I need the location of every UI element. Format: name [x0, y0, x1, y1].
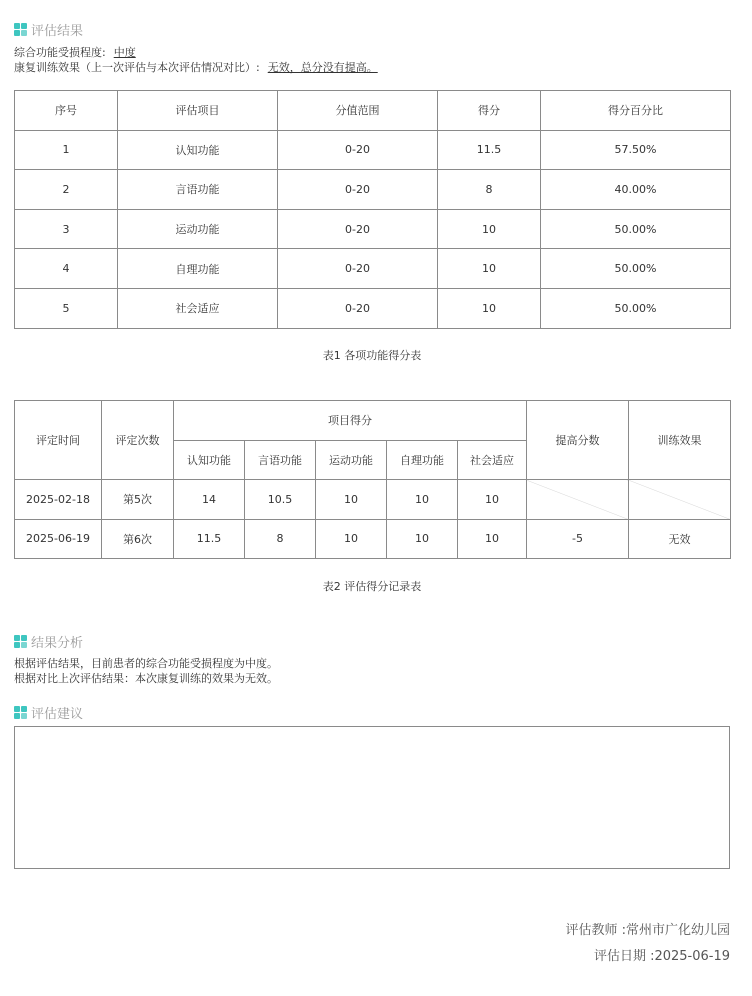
- table-row: [15, 170, 731, 210]
- degree-value: 中度: [113, 46, 136, 59]
- section-heading-analysis: [14, 632, 83, 651]
- table-cell: 第5次: [102, 480, 174, 520]
- header-cell: 得分: [438, 91, 541, 131]
- section-title: 评估结果: [31, 24, 84, 39]
- table-cell: 10: [387, 480, 458, 520]
- table-cell: 10: [438, 249, 541, 289]
- table-cell: 11.5: [174, 519, 245, 559]
- table-cell: 1: [15, 130, 118, 170]
- assessor-line: 评估教师 :常州市广化幼儿园: [565, 923, 730, 938]
- table-cell: 认知功能: [118, 130, 278, 170]
- table-cell: 0-20: [278, 130, 438, 170]
- header-cell: 提高分数: [527, 401, 629, 480]
- grid-icon: [14, 23, 27, 36]
- header-cell: 认知功能: [174, 440, 245, 480]
- table-cell: 第6次: [102, 519, 174, 559]
- degree-label: 综合功能受损程度:: [14, 46, 106, 59]
- table-cell: 运动功能: [118, 209, 278, 249]
- table-cell: 40.00%: [541, 170, 731, 210]
- table-row: [15, 519, 731, 559]
- table-cell: 10: [438, 209, 541, 249]
- table-cell: 10: [458, 519, 527, 559]
- table-cell: -5: [527, 519, 629, 559]
- table2-caption: 表2 评估得分记录表: [322, 580, 422, 593]
- table-cell: 2025-02-18: [15, 480, 102, 520]
- header-cell: 运动功能: [316, 440, 387, 480]
- header-cell: 评定次数: [102, 401, 174, 480]
- effect-label: 康复训练效果（上一次评估与本次评估情况对比）:: [14, 61, 260, 74]
- table-row: [15, 480, 731, 520]
- section-heading-advice: [14, 703, 83, 722]
- table1-caption: 表1 各项功能得分表: [322, 349, 422, 362]
- table-header-row: [15, 401, 731, 441]
- header-cell: 评估项目: [118, 91, 278, 131]
- grid-icon: [14, 635, 27, 648]
- analysis-text: [14, 656, 278, 686]
- table-cell: 50.00%: [541, 249, 731, 289]
- header-cell: 训练效果: [629, 401, 731, 480]
- degree-line: [14, 44, 136, 60]
- table-row: [15, 130, 731, 170]
- section-heading-result: [14, 20, 83, 39]
- section-title: 结果分析: [31, 636, 84, 651]
- section-title: 评估建议: [31, 707, 84, 722]
- table-cell: 57.50%: [541, 130, 731, 170]
- table-row: [15, 209, 731, 249]
- effect-value: 无效，总分没有提高。: [267, 61, 378, 74]
- table-cell: 0-20: [278, 209, 438, 249]
- table-cell: 10: [316, 480, 387, 520]
- assessment-date-line: 评估日期 :2025-06-19: [593, 949, 730, 964]
- table-cell: 8: [245, 519, 316, 559]
- header-cell: 序号: [15, 91, 118, 131]
- header-cell: 评定时间: [15, 401, 102, 480]
- effect-line: [14, 59, 378, 75]
- table-cell: 0-20: [278, 288, 438, 328]
- header-cell: 自理功能: [387, 440, 458, 480]
- analysis-line: 根据评估结果，目前患者的综合功能受损程度为中度。: [14, 657, 278, 670]
- header-cell: 社会适应: [458, 440, 527, 480]
- table-row: [15, 288, 731, 328]
- table-cell: 11.5: [438, 130, 541, 170]
- score-record-table: [14, 400, 731, 559]
- table-cell: 3: [15, 209, 118, 249]
- table-cell: 2025-06-19: [15, 519, 102, 559]
- table-cell: 8: [438, 170, 541, 210]
- table-row: [15, 249, 731, 289]
- table-cell: 2: [15, 170, 118, 210]
- advice-box: [14, 726, 730, 869]
- table-cell: 社会适应: [118, 288, 278, 328]
- table-cell: 10: [438, 288, 541, 328]
- empty-diagonal-cell: [527, 480, 629, 520]
- table-cell: 5: [15, 288, 118, 328]
- table-cell: 10: [316, 519, 387, 559]
- table-cell: 10: [387, 519, 458, 559]
- grid-icon: [14, 706, 27, 719]
- table-cell: 10.5: [245, 480, 316, 520]
- table-cell: 0-20: [278, 170, 438, 210]
- table-cell: 50.00%: [541, 288, 731, 328]
- table-cell: 10: [458, 480, 527, 520]
- table-cell: 言语功能: [118, 170, 278, 210]
- table-cell: 14: [174, 480, 245, 520]
- table-cell: 无效: [629, 519, 731, 559]
- table-cell: 0-20: [278, 249, 438, 289]
- header-cell: 言语功能: [245, 440, 316, 480]
- table-header-row: [15, 91, 731, 131]
- table-cell: 自理功能: [118, 249, 278, 289]
- header-cell: 得分百分比: [541, 91, 731, 131]
- table-cell: 50.00%: [541, 209, 731, 249]
- header-cell: 项目得分: [174, 401, 527, 441]
- table-cell: 4: [15, 249, 118, 289]
- analysis-line: 根据对比上次评估结果：本次康复训练的效果为无效。: [14, 672, 278, 685]
- function-score-table: [14, 90, 731, 329]
- header-cell: 分值范围: [278, 91, 438, 131]
- empty-diagonal-cell: [629, 480, 731, 520]
